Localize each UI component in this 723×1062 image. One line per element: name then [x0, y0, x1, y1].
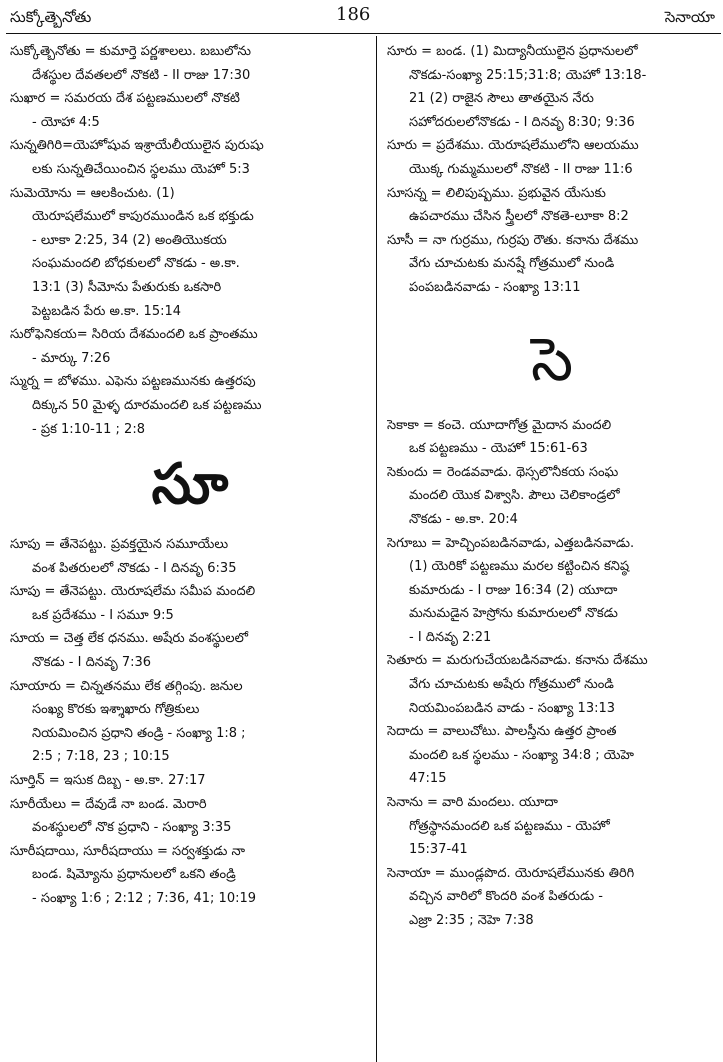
right-entries-top: [387, 40, 717, 300]
entry-continuation-line: నియమింపబడిన వాడు - సంఖ్యా 13:13: [409, 700, 616, 716]
dictionary-entry: [387, 134, 717, 181]
entry-headword-line: సుమెయోను = ఆలకించుట. (1): [10, 185, 175, 201]
entry-headword-line: సూరీషదాయి, సూరీషదాయు = సర్వశక్తుడు నా: [10, 843, 245, 859]
entry-continuation-line: వంశస్థులలో నొక ప్రధాని - సంఖ్యా 3:35: [32, 820, 232, 836]
entry-continuation-line: యెరూషలేములో కాపురముండిన ఒక భక్తుడు: [32, 209, 254, 225]
left-entries-bottom: [10, 533, 370, 911]
entry-continuation-line: ఎజ్రా 2:35 ; నెహె 7:38: [409, 913, 534, 928]
entry-continuation-line: వేగు చూచుటకు అషేరు గోత్రములో నుండి: [409, 677, 614, 693]
entry-continuation-line: వచ్చిన వారిలో కొందరి వంశ పితరుడు -: [409, 889, 603, 905]
entry-headword-line: సెనాయా = ముండ్లపొద. యెరూషలేమునకు తిరిగి: [387, 865, 635, 881]
entry-continuation-line: - సంఖ్యా 1:6 ; 2:12 ; 7:36, 41; 10:19: [32, 891, 257, 906]
dictionary-entry: [10, 840, 370, 911]
dictionary-entry: [10, 675, 370, 769]
left-entries-top: [10, 40, 370, 441]
dictionary-entry: [10, 580, 370, 627]
entry-continuation-line: 13:1 (3) సీమోను పేతురుకు ఒకసారి: [32, 279, 222, 295]
entry-headword-line: సూపు = తేనెపట్టు. ప్రవక్తయైన సమూయేలు: [10, 537, 229, 553]
entry-continuation-line: వంశ పితరులలో నొకడు - I దినవృ 6:35: [32, 560, 237, 576]
dictionary-entry: [10, 323, 370, 370]
entry-continuation-line: మందలి యొక విశ్వాసి. పౌలు చెలికాండ్రలో: [409, 488, 620, 504]
dictionary-entry: [10, 134, 370, 181]
dictionary-entry: [387, 182, 717, 229]
dictionary-entry: [10, 87, 370, 134]
entry-continuation-line: పెట్టబడిన పేరు అ.కా. 15:14: [32, 303, 182, 319]
dictionary-entry: [10, 40, 370, 87]
dictionary-entry: [387, 720, 717, 791]
entry-continuation-line: - లూకా 2:25, 34 (2) అంతియొకయ: [32, 232, 227, 248]
entry-continuation-line: నొకడు - అ.కా. 20:4: [409, 511, 518, 527]
entry-continuation-line: 2:5 ; 7:18, 23 ; 10:15: [32, 749, 170, 765]
left-column: [10, 40, 370, 911]
entry-headword-line: సురోఫెనికయ= సిరియ దేశమందలి ఒక ప్రాంతము: [10, 327, 258, 343]
entry-headword-line: సూరు = ప్రదేశము. యెరూషలేములోని ఆలయము: [387, 138, 639, 154]
entry-continuation-line: లకు సున్నతిచేయించిన స్థలము యెహో 5:3: [32, 161, 250, 177]
entry-continuation-line: దిక్కున 50 మైళ్ళ దూరమందలి ఒక పట్టణము: [32, 397, 262, 413]
entry-continuation-line: 21 (2) రాజైన సౌలు తాతయైన నేరు: [409, 91, 594, 107]
right-entries-bottom: [387, 414, 717, 933]
section-letter-heading: సూ: [151, 452, 229, 518]
entry-continuation-line: ఉపచారము చేసిన స్త్రీలలో నొకతె-లూకా 8:2: [409, 209, 629, 225]
entry-headword-line: సెనాను = వారి మందలు. యూదా: [387, 795, 558, 811]
entry-continuation-line: - I దినవృ 2:21: [409, 629, 492, 645]
dictionary-entry: [10, 182, 370, 324]
entry-continuation-line: నియమించిన ప్రధాని తండ్రి - సంఖ్యా 1:8 ;: [32, 725, 246, 741]
entry-headword-line: సూయారు = చిన్నతనము లేక తగ్గింపు. జనుల: [10, 678, 243, 694]
entry-headword-line: సెతూరు = మరుగుచేయబడినవాడు. కనాను దేశము: [387, 653, 648, 669]
entry-continuation-line: 15:37-41: [409, 842, 468, 858]
entry-continuation-line: ఒక పట్టణము - యెహో 15:61-63: [409, 441, 588, 457]
dictionary-entry: [10, 533, 370, 580]
entry-headword-line: సూరీయేలు = దేవుడే నా బండ. మెరారి: [10, 796, 207, 812]
entry-continuation-line: సహోదరులలోనొకడు - I దినవృ 8:30; 9:36: [409, 114, 635, 130]
entry-continuation-line: సంఖ్య కొరకు ఇశ్శాఖారు గోత్రికులు: [32, 702, 200, 718]
entry-continuation-line: - మార్కు 7:26: [32, 350, 111, 366]
entry-headword-line: సెకాకా = కంచె. యూదాగోత్ర మైదాన మందలి: [387, 417, 612, 433]
dictionary-entry: [387, 791, 717, 862]
entry-continuation-line: ఒక ప్రదేశము - I సమూ 9:5: [32, 607, 174, 623]
entry-continuation-line: బండ. షిమ్యోను ప్రధానులలో ఒకని తండ్రి: [32, 867, 236, 883]
entry-headword-line: స్ముర్న = బోళము. ఎఫెను పట్టణమునకు ఉత్తరపు: [10, 374, 256, 390]
entry-headword-line: సెదాదు = వాలుచోటు. పాలస్తీను ఉత్తర ప్రాంత: [387, 724, 617, 740]
entry-continuation-line: నొకడు - I దినవృ 7:36: [32, 655, 152, 671]
page-number: 186: [336, 4, 371, 25]
dictionary-entry: [10, 627, 370, 674]
entry-headword-line: సెగూబు = హెచ్చింపబడినవాడు, ఎత్తబడినవాడు.: [387, 535, 635, 551]
entry-continuation-line: 47:15: [409, 771, 447, 787]
dictionary-entry: [10, 370, 370, 441]
dictionary-entry: [387, 40, 717, 134]
dictionary-entry: [387, 862, 717, 933]
entry-continuation-line: - ప్రక 1:10-11 ; 2:8: [32, 421, 145, 437]
entry-headword-line: సూయ = చెత్త లేక ధనము. అషేరు వంశస్థులలో: [10, 631, 248, 647]
entry-headword-line: సున్నతిగిరి=యెహోషువ ఇశ్రాయేలీయులైన పురుషు: [10, 138, 264, 154]
entry-continuation-line: యొక్క గుమ్మములలో నొకటి - II రాజు 11:6: [409, 161, 633, 177]
entry-headword-line: సుఖార = సమరయ దేశ పట్టణములలో నొకటి: [10, 91, 240, 107]
dictionary-entry: [387, 229, 717, 300]
dictionary-entry: [387, 649, 717, 720]
right-column: [387, 40, 717, 933]
dictionary-entry: [387, 461, 717, 532]
dictionary-entry: [10, 769, 370, 793]
entry-continuation-line: వేగు చూచుటకు మనష్షే గోత్రములో నుండి: [409, 256, 615, 272]
page-header: [0, 0, 723, 40]
entry-headword-line: సూసన్న = లిలిపుష్పము. ప్రభువైన యేసుకు: [387, 185, 606, 201]
entry-continuation-line: కుమారుడు - I రాజు 16:34 (2) యూదా: [409, 582, 618, 598]
running-head-left: సుక్కోత్బెనోతు: [10, 8, 92, 26]
dictionary-entry: [10, 793, 370, 840]
entry-headword-line: సూపు = తేనెపట్టు. యెరూషలేమ సమీప మందలి: [10, 584, 256, 600]
dictionary-entry: [387, 414, 717, 461]
entry-continuation-line: నొకడు-సంఖ్యా 25:15;31:8; యెహో 13:18-: [409, 67, 647, 83]
entry-continuation-line: (1) యెరికో పట్టణము మరల కట్టించిన కనిష్ఠ: [409, 559, 630, 575]
entry-headword-line: సూరు = బండ. (1) మిద్యానీయులైన ప్రధానులలో: [387, 44, 638, 59]
entry-continuation-line: మందలి ఒక స్థలము - సంఖ్యా 34:8 ; యెహె: [409, 747, 634, 763]
entry-headword-line: సూర్తిన్ = ఇసుక దిబ్బ - అ.కా. 27:17: [10, 773, 206, 789]
entry-headword-line: సెకుందు = రెండవవాడు. థెస్సలొనీకయ సంఘ: [387, 464, 619, 480]
column-divider: [376, 36, 377, 1062]
entry-continuation-line: సంఘమందలి బోధకులలో నొకడు - అ.కా.: [32, 256, 240, 272]
entry-continuation-line: గోత్రస్థానమందలి ఒక పట్టణము - యెహో: [409, 818, 610, 834]
entry-headword-line: సూసీ = నా గుర్రము, గుర్రపు రౌతు. కనాను దేశము: [387, 232, 639, 248]
entry-headword-line: సుక్కోత్బెనోతు = కుమార్తె పర్ణశాలలు. బబులోను: [10, 44, 251, 59]
dictionary-entry: [387, 532, 717, 650]
entry-continuation-line: పంపబడినవాడు - సంఖ్యా 13:11: [409, 279, 581, 295]
running-head-right: సెనాయా: [664, 8, 715, 26]
entry-continuation-line: దేశస్థుల దేవతలలో నొకటి - II రాజు 17:30: [32, 67, 251, 83]
header-rule: [6, 33, 721, 34]
entry-continuation-line: - యోహా 4:5: [32, 114, 100, 130]
section-letter-heading: సె: [530, 324, 574, 395]
entry-continuation-line: మనుమడైన హెస్రోను కుమారులలో నొకడు: [409, 606, 618, 622]
